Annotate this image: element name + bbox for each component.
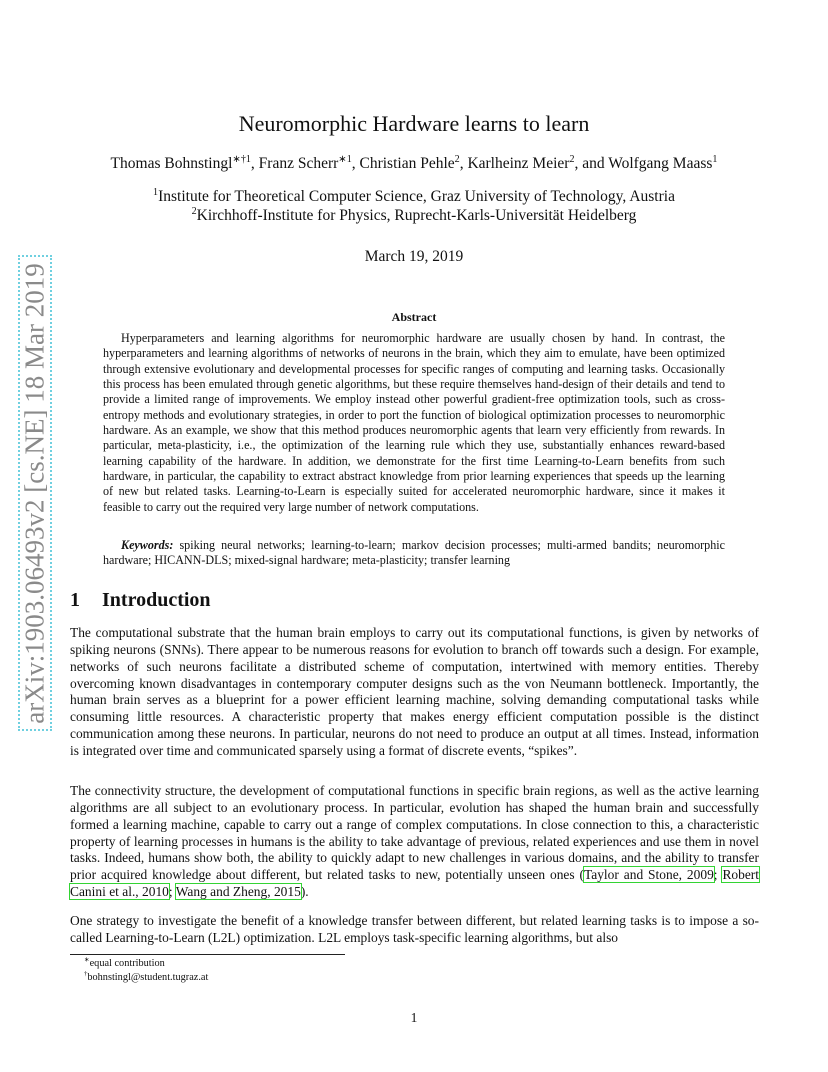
author-name: and Wolfgang Maass — [582, 155, 713, 172]
affiliation-text: Kirchhoff-Institute for Physics, Ruprecht-Karls-Universität Heidelberg — [196, 207, 637, 224]
author-name: Thomas Bohnstingl — [110, 155, 233, 172]
affiliation-mark: 1 — [153, 186, 159, 198]
paragraph-text: The connectivity structure, the development of computational functions in specific brain regions, as well as the active learning algorithms are all subject to an evolutionary process. In particular, evolution has shaped the human brain and successfully formed a learning machine, capable to carry out a range of complex computations. In close connection to this, a characteristic property of learning processes in humans is the ability to take advantage of previous, related experiences and use them in novel tasks. Indeed, humans show both, the ability to quickly adapt to new challenges in various domains, and the ability to transfer prior acquired knowledge about different, but related tasks to new, potentially unseen ones ( — [70, 783, 759, 883]
author-affiliation-mark: 2 — [569, 153, 575, 165]
page-number: 1 — [410, 1010, 418, 1025]
author-list: Thomas Bohnstingl$^{∗\dagger 1}$, Franz Scherr$^{∗1}$, Christian Pehle$^2$, Karlheinz Meier$^2$, and Wolfgang Maass$^1$ — [110, 153, 718, 172]
abstract-heading: Abstract — [391, 310, 437, 324]
author-name: Franz Scherr — [258, 155, 339, 172]
affiliation-2 — [0, 207, 828, 225]
citation-link[interactable]: Wang and Zheng, 2015 — [175, 884, 301, 900]
section-number: 1 — [70, 589, 80, 611]
affiliation-mark: 2 — [191, 205, 197, 217]
section-heading — [70, 589, 211, 612]
footnote-1 — [84, 958, 165, 969]
author-name: Karlheinz Meier — [467, 155, 570, 172]
footnote-text: equal contribution — [89, 958, 165, 969]
affiliation-1 — [0, 188, 828, 206]
intro-paragraph-3: One strategy to investigate the benefit of a knowledge transfer between different, but related learning tasks is to impose a so-called Learning-to-Learn (L2L) optimization. L2L employs task-specific learning algorithms, but also — [70, 913, 759, 945]
author-affiliation-mark: 2 — [454, 153, 460, 165]
arxiv-watermark[interactable] — [18, 255, 52, 731]
footnote-divider — [70, 954, 345, 955]
footnote-2 — [84, 972, 208, 983]
paragraph-text-end: ). — [300, 884, 309, 900]
author-affiliation-mark: 1 — [712, 153, 718, 165]
footnote-mark: ∗ — [84, 956, 90, 964]
paper-title: Neuromorphic Hardware learns to learn — [238, 111, 590, 136]
footnote-text: bohnstingl@student.tugraz.at — [87, 972, 209, 983]
keywords-text: spiking neural networks; learning-to-learn; markov decision processes; multi-armed bandits; neuromorphic hardware; HICANN-DLS; mixed-signal hardware; meta-plasticity; transfer learning — [103, 538, 725, 568]
arxiv-watermark-text: arXiv:1903.06493v2 [cs.NE] 18 Mar 2019 — [19, 262, 50, 724]
affiliation-text: Institute for Theoretical Computer Science, Graz University of Technology, Austria — [158, 188, 675, 205]
author-affiliation-mark: ∗1 — [338, 153, 352, 165]
author-affiliation-mark: ∗†1 — [232, 153, 251, 165]
keywords-label: Keywords: — [121, 538, 174, 552]
footnote-mark: † — [84, 970, 88, 978]
section-title: Introduction — [102, 589, 211, 611]
keywords — [103, 538, 725, 569]
citation-link[interactable]: Taylor and Stone, 2009 — [583, 867, 714, 883]
intro-paragraph-2: The connectivity structure, the development of computational functions in specific brain regions, as well as the active learning algorithms are all subject to an evolutionary process. In particular, evolution has shaped the human brain and successfully formed a learning machine, capable to carry out a range of complex computations. In close connection to this, a characteristic property of learning processes in humans is the ability to take advantage of previous, related experiences and use them in novel tasks. Indeed, humans show both, the ability to quickly adapt to new challenges in various domains, and the ability to transfer prior acquired knowledge about different, but related tasks to new, potentially unseen ones (Taylor and Stone, 2009; Robert Canini et al., 2010; Wang and Zheng, 2015). — [70, 783, 760, 900]
publication-date: March 19, 2019 — [364, 248, 464, 265]
citation-link[interactable]: Robert Canini et al., 2010 — [70, 867, 760, 900]
author-name: Christian Pehle — [359, 155, 455, 172]
abstract-text: Hyperparameters and learning algorithms for neuromorphic hardware are usually chosen by hand. In contrast, the hyperparameters and learning algorithms of networks of neurons in the brain, which they aim to emulate, have been optimized through extensive evolutionary and developmental processes for specific ranges of computing and learning tasks. Occasionally this process has been emulated through genetic algorithms, but these require themselves hand-design of their details and tend to provide a limited range of improvements. We employ instead other powerful gradient-free optimization tools, such as cross-entropy methods and evolutionary strategies, in order to port the function of biological optimization processes to neuromorphic hardware. As an example, we show that this method produces neuromorphic agents that learn very efficiently from rewards. In particular, meta-plasticity, i.e., the optimization of the learning rule which they use, substantially enhances reward-based learning capability of the hardware. In addition, we demonstrate for the first time Learning-to-Learn benefits from such hardware, in particular, the capability to extract abstract knowledge from prior learning experiences that speeds up the learning of new but related tasks. Learning-to-Learn is especially suited for accelerated neuromorphic hardware, since it makes it feasible to carry out the required very large number of network computations. — [103, 331, 725, 514]
intro-paragraph-1: The computational substrate that the human brain employs to carry out its computational functions, is given by networks of spiking neurons (SNNs). There appear to be numerous reasons for evolution to branch off towards such a design. For example, networks of such neurons facilitate a distributed scheme of computation, intertwined with memory entities. Thereby overcoming known disadvantages in contemporary computer designs such as the von Neumann bottleneck. Importantly, the human brain serves as a blueprint for a power efficient learning machine, solving demanding computational tasks while consuming little resources. A characteristic property that makes energy efficient computation possible is the distinct communication among these neurons. In particular, neurons do not need to produce an output at all times. Instead, information is integrated over time and communicated sparsely using a format of discrete events, “spikes”. — [70, 625, 759, 758]
